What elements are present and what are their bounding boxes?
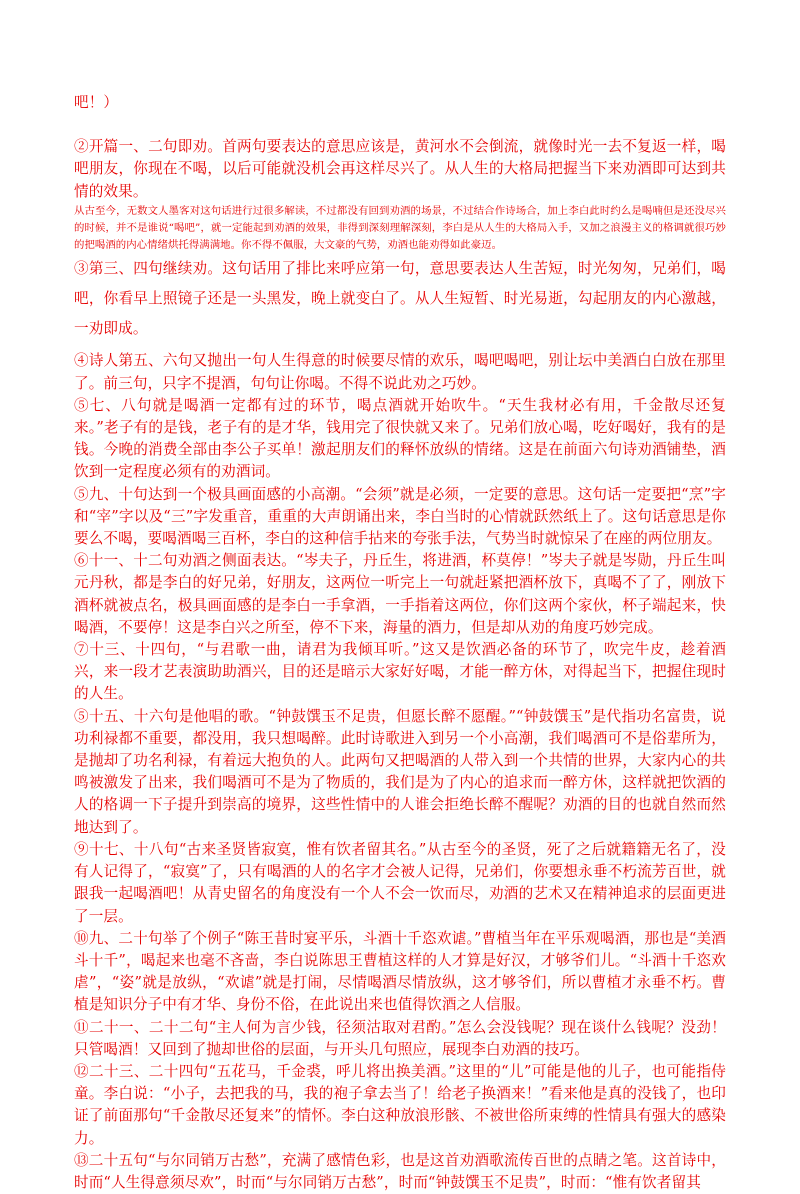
paragraph-6: ⑤九、十句达到一个极具画面感的小高潮。“会须”就是必须，一定要的意思。这句话一定要把“烹”字和“宰”字以及“三”字发重音，重重的大声朗诵出来，李白当时的心情就跃然纸上了。这句话意思是你要么不喝，要喝酒喝三百杯，李白的这种信手拈来的夸张手法，气势当时就惊呆了在座的两位朋友。	[74, 485, 726, 548]
paragraph-7: ⑥十一、十二句劝酒之侧面表达。“岑夫子，丹丘生，将进酒，杯莫停！”岑夫子就是岑勋，丹丘生叫元丹秋，都是李白的好兄弟，好朋友，这两位一听完上一句就赶紧把酒杯放下，真喝不了了，刚放下酒杯就被点名，极具画面感的是李白一手拿酒，一手指着这两位，你们这两个家伙，杯子端起来，快喝酒，不要停！这是李白兴之所至，停不下来，海量的酒力，但是却从劝的角度巧妙完成。	[74, 552, 726, 636]
paragraph-3: ③第三、四句继续劝。这句话用了排比来呼应第一句，意思要表达人生苦短，时光匆匆，兄弟们，喝吧，你看早上照镜子还是一头黑发，晚上就变白了。从人生短暂、时光易逝，勾起朋友的内心激越，一劝即成。	[74, 260, 726, 338]
document-page	[74, 92, 726, 1194]
paragraph-9: ⑤十五、十六句是他唱的歌。“钟鼓馔玉不足贵，但愿长醉不愿醒。”“钟鼓馔玉”是代指功名富贵，说功利禄都不重要，都没用，我只想喝醉。此时诗歌进入到另一个小高潮，我们喝酒可不是俗辈所为，是抛却了功名利禄，有着远大抱负的人。此两句又把喝酒的人带入到一个共情的世界，大家内心的共鸣被激发了出来，我们喝酒可不是为了物质的，我们是为了内心的追求而一醉方休，这样就把饮酒的人的格调一下子提升到崇高的境界，这些性情中的人谁会拒绝长醉不醒呢？劝酒的目的也就自然而然地达到了。	[74, 707, 726, 836]
paragraph-4: ④诗人第五、六句又抛出一句人生得意的时候要尽情的欢乐，喝吧喝吧，别让坛中美酒白白放在那里了。前三句，只字不提酒，句句让你喝。不得不说此劝之巧妙。	[74, 352, 726, 392]
paragraph-12: ⑪二十一、二十二句“主人何为言少钱，径须沽取对君酌。”怎么会没钱呢？现在谈什么钱呢？没劲！只管喝酒！又回到了抛却世俗的层面，与开头几句照应，展现李白劝酒的技巧。	[74, 1018, 726, 1058]
paragraph-continuation: 吧！）	[74, 94, 119, 111]
paragraph-14: ⑬二十五句“与尔同销万古愁”，充满了感情色彩，也是这首劝酒歌流传百世的点睛之笔。这首诗中，时而“人生得意须尽欢”，时而“与尔同销万古愁”，时而“钟鼓馔玉不足贵”，时而：“惟有饮者留其	[74, 1151, 726, 1191]
paragraph-8: ⑦十三、十四句，“与君歌一曲，请君为我倾耳听。”这又是饮酒必备的环节了，吹完牛皮，趁着酒兴，来一段才艺表演助助酒兴，目的还是暗示大家好好喝，才能一醉方休，对得起当下，把握住现时的人生。	[74, 641, 726, 703]
paragraph-10: ⑨十七、十八句“古来圣贤皆寂寞，惟有饮者留其名。”从古至今的圣贤，死了之后就籍籍无名了，没有人记得了，“寂寞”了，只有喝酒的人的名字才会被人记得，兄弟们，你要想永垂不朽流芳百世，就跟我一起喝酒吧！从青史留名的角度没有一个人不会一饮而尽，劝酒的艺术又在精神追求的层面更进了一层。	[74, 840, 726, 925]
paragraph-5: ⑤七、八句就是喝酒一定都有过的环节，喝点酒就开始吹牛。“天生我材必有用，千金散尽还复来。”老子有的是钱，老子有的是才华，钱用完了很快就又来了。兄弟们放心喝，吃好喝好，我有的是钱。今晚的消费全部由李公子买单！激起朋友们的释怀放纵的情绪。这是在前面六句诗劝酒铺垫，酒饮到一定程度必须有的劝酒词。	[74, 396, 726, 481]
paragraph-11: ⑩九、二十句举了个例子“陈王昔时宴平乐，斗酒十千恣欢谑。”曹植当年在平乐观喝酒，那也是“美酒斗十千”，喝起来也毫不吝啬，李白说陈思王曹植这样的人才算是好汉，才够爷们儿。“斗酒十千恣欢虐”，“姿”就是放纵，“欢谑”就是打闹，尽情喝酒尽情放纵，这才够爷们，所以曹植才永垂不朽。曹植是知识分子中有才华、身份不俗，在此说出来也值得饮酒之人信服。	[74, 929, 726, 1014]
paragraph-2: ②开篇一、二句即劝。首两句要表达的意思应该是，黄河水不会倒流，就像时光一去不复返一样，喝吧朋友，你现在不喝，以后可能就没机会再这样尽兴了。从人生的大格局把握当下来劝酒即可达到共情的效果。	[74, 138, 726, 200]
paragraph-13: ⑫二十三、二十四句“五花马，千金裘，呼儿将出换美酒。”这里的“儿”可能是他的儿子，也可能指侍童。李白说：“小子，去把我的马，我的袍子拿去当了！给老子换酒来！”看来他是真的没钱了，也印证了前面那句“千金散尽还复来”的情怀。李白这种放浪形骸、不被世俗所束缚的性情具有强大的感染力。	[74, 1062, 726, 1147]
paragraph-2-note: 从古至今，无数文人墨客对这句话进行过很多解读，不过都没有回到劝酒的场景，不过结合作诗场合，加上李白此时约么是喝喃但是还没尽兴的时候，并不是谁说“喝吧”，就一定能起到劝酒的效果，非得到深刻理解深刻，李白是从人生的大格局入手，又加之浪漫主义的格调就很巧妙的把喝酒的内心情绪烘托得满满地。你不得不佩服，大文豪的气势，劝酒也能劝得如此豪迈。	[74, 204, 726, 252]
